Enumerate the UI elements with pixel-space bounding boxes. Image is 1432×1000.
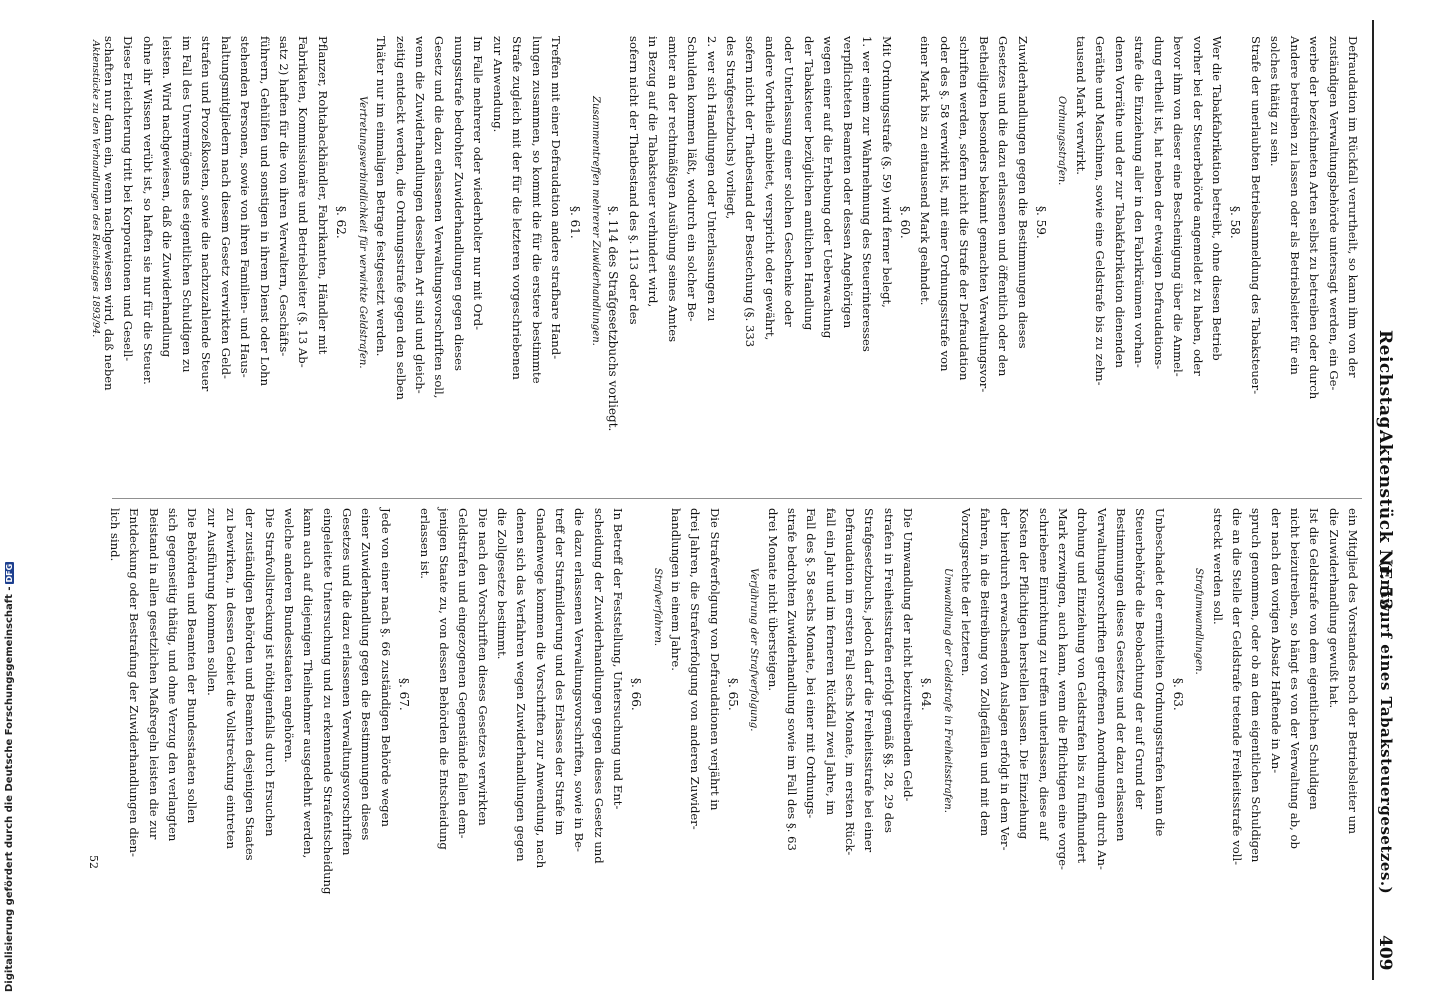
text-line: leisten. Wird nachgewiesen, daß die Zuwiderhandlung	[160, 36, 175, 358]
text-line: nungsstrafe bedrohter Zuwiderhandlungen gegen dieses	[451, 36, 466, 371]
text-line: Gnadenwege kommen die Vorschriften zur Anwendung, nach	[533, 508, 548, 869]
text-line: in Bezug auf die Tabaksteuer verhindert wird,	[646, 36, 661, 308]
header-rule	[1372, 20, 1374, 980]
text-line: Verwaltungsvorschriften getroffenen Anordnungen durch An-	[1094, 508, 1109, 870]
section-subtitle: Strafumwandlungen.	[1193, 568, 1205, 675]
text-line: Vorzugsrechte der letzteren.	[959, 508, 974, 677]
text-line: denen Vorräthe und der zur Tabakfabrikation dienenden	[1112, 36, 1127, 369]
section-heading: §. 59.	[1034, 206, 1048, 239]
text-line: strafe bedrohten Zuwiderhandlung sowie im Fall des §. 63	[785, 508, 800, 851]
text-line: vorher bei der Steuerbehörde angemeldet zu haben, oder	[1190, 36, 1205, 376]
text-line: Defraudation im ersten Fall sechs Monate, im ersten Rück-	[843, 508, 858, 856]
text-line: Die Strafvollstreckung ist nöthigenfalls durch Ersuchen	[262, 508, 277, 837]
text-line: sofern nicht der Thatbestand der Bestechung (§. 333	[743, 36, 758, 348]
text-line: schriebene Einrichtung zu treffen unterlassen, diese auf	[1036, 508, 1051, 840]
text-line: Pflanzer, Rohtabackhändler, Fabrikanten, Händler mit	[315, 36, 330, 355]
text-line: Gesetz und die dazu erlassenen Verwaltungsvorschriften soll,	[432, 36, 447, 399]
text-line: der Tabaksteuer bezüglichen amtlichen Handlung	[801, 36, 816, 331]
text-line: der nach den vorigen Absatz Haftende in An-	[1268, 508, 1283, 774]
text-line: lich sind.	[108, 508, 122, 562]
text-line: welche anderen Bundesstaaten angehören.	[282, 508, 297, 763]
text-line: Betheiligten besonders bekannt gemachten Verwaltungsvor-	[976, 36, 991, 393]
text-line: zu bewirken, in dessen Gebiet die Vollstreckung eintreten	[224, 508, 239, 849]
text-line: drei Jahren, die Strafverfolgung von anderen Zuwider-	[688, 508, 703, 830]
text-line: Beistand in allen gesetzlichen Maßregeln leisten die zur	[146, 508, 161, 840]
text-line: Fabrikaten, Kommissionäre und Betriebsleiter (§. 13 Ab-	[296, 36, 311, 368]
text-line: schriften werden, sofern nicht die Strafe der Defraudation	[957, 36, 972, 381]
dfg-badge: DFG	[5, 563, 14, 583]
text-line: spruch genommen, oder ob an dem eigentlichen Schuldigen	[1249, 508, 1264, 863]
text-line: Strafgesetzbuchs, jedoch darf die Freiheitsstrafe bei einer	[862, 508, 877, 853]
text-line: Gesetzes und die dazu erlassenen und öffentlich oder den	[996, 36, 1011, 377]
text-line: Entdeckung oder Bestrafung der Zuwiderhandlungen dien-	[127, 508, 142, 857]
text-line: strafe die Einziehung aller in den Fabrikräumen vorhan-	[1132, 36, 1147, 368]
text-line: Andere betreiben zu lassen oder als Betriebsleiter für ein	[1287, 36, 1302, 375]
text-line: Im Falle mehrerer oder wiederholter nur mit Ord-	[471, 36, 486, 331]
section-heading: §. 66.	[629, 678, 644, 711]
text-line: haltungsmitgliedern nach diesem Gesetz verwirkten Geld-	[218, 36, 233, 379]
text-line: Mark erzwingen, auch kann, wenn die Pflichtigen eine vorge-	[1055, 508, 1070, 870]
text-line: handlungen in einem Jahre.	[668, 508, 683, 671]
text-line: lungen zusammen, so kommt die für die erstere bestimmte	[529, 36, 544, 384]
text-line: Jede von einer nach §. 66 zuständigen Behörde wegen	[378, 508, 393, 827]
text-line: jenigen Staate zu, von dessen Behörden die Entscheidung	[436, 508, 451, 850]
text-line: drei Monate nicht übersteigen.	[765, 508, 780, 692]
text-line: Treffen mit einer Defraudation andere strafbare Hand-	[549, 36, 564, 360]
text-line: nicht beizutreiben, so hängt es von der Verwaltung ab, ob	[1287, 508, 1302, 849]
text-line: wegen einer auf die Erhebung oder Ueberwachung	[821, 36, 836, 339]
text-line: strafen in Freiheitsstrafen erfolgt gemäß §§. 28, 29 des	[881, 508, 896, 833]
text-line: Bestimmungen dieses Gesetzes und der dazu erlassenen	[1113, 508, 1128, 842]
text-line: einer Mark bis zu eintausend Mark geahndet.	[918, 36, 933, 306]
section-heading: §. 60.	[897, 206, 912, 239]
text-line: tausend Mark verwirkt.	[1073, 36, 1088, 175]
text-line: Defraudation im Rückfall verurtheilt, so kann ihm von der	[1346, 36, 1360, 378]
text-line: streckt werden soll.	[1210, 508, 1225, 625]
text-line: ein Mitglied des Vorstandes noch der Betriebsleiter um	[1346, 508, 1360, 835]
text-line: Kosten der Pflichtigen herstellen lassen. Die Einziehung	[1017, 508, 1032, 840]
text-line: fall ein Jahr und im ferneren Rückfall zwei Jahre, im	[823, 508, 838, 816]
section-subtitle: Strafverfahren.	[651, 568, 663, 647]
text-line: schaften nur dann ein, wenn nachgewiesen wird, daß neben	[102, 36, 116, 391]
text-line: des Strafgesetzbuchs) vorliegt,	[724, 36, 738, 220]
section-heading: §. 67.	[397, 678, 412, 711]
text-line: Die Behörden und Beamten der Bundesstaaten sollen	[185, 508, 200, 824]
text-line: 2. wer sich Handlungen oder Unterlassungen zu	[704, 36, 719, 322]
text-line: Wer die Tabakfabrikation betreibt, ohne diesen Betrieb	[1209, 36, 1224, 361]
text-line: fahren, in die Beitreibung von Zollgefällen und mit dem	[978, 508, 993, 837]
text-line: zeitig entdeckt werden, die Ordnungsstrafe gegen den selben	[393, 36, 408, 400]
text-line: Die Strafverfolgung von Defraudationen verjährt in	[707, 508, 722, 811]
text-line: der zuständigen Behörden und Beamten desjenigen Staates	[243, 508, 258, 861]
page-number: 409	[1375, 935, 1395, 971]
section-subtitle: Verjährung der Strafverfolgung.	[748, 568, 760, 732]
text-line: dung ertheilt ist, hat neben der etwaigen Defraudations-	[1151, 36, 1166, 370]
text-line: Geldstrafen und eingezogenen Gegenstände fallen dem-	[456, 508, 471, 839]
text-line: bevor ihm von dieser eine Bescheinigung über die Anmel-	[1171, 36, 1186, 377]
text-line: 1. wer einem zur Wahrnehmung des Steuerinteresses	[860, 36, 875, 352]
text-line: verpflichteten Beamten oder dessen Angehörigen	[840, 36, 855, 329]
text-line: kann auch auf diejenigen Theilnehmer ausgedehnt werden,	[301, 508, 316, 859]
text-line: solches thätig zu sein.	[1268, 36, 1283, 167]
section-heading: §. 63.	[1170, 678, 1185, 711]
text-line: wenn die Zuwiderhandlungen desselben Art sind und gleich-	[413, 36, 427, 394]
text-line: treff der Strafmilderung und des Erlasses der Strafe im	[552, 508, 567, 836]
text-line: die dazu erlassenen Verwaltungsvorschriften, sowie in Be-	[572, 508, 587, 852]
section-subtitle: Umwandlung der Geldstrafe in Freiheitsstrafen.	[941, 568, 953, 813]
text-line: Strafe zugleich mit der für die letzteren vorgeschriebenen	[510, 36, 525, 380]
text-line: sich gegenseitig thätig, und ohne Verzug den verlangten	[166, 508, 181, 842]
footer-note: Aktenstücke zu den Verhandlungen des Reichstages 1893/94.	[90, 40, 101, 338]
text-line: Thäter nur im einmaligen Betrage festgesetzt werden.	[374, 36, 389, 357]
text-line: Schulden kommen läßt, wodurch ein solcher Be-	[685, 36, 700, 322]
text-line: zur Anwendung.	[490, 36, 505, 133]
text-line: Ist die Geldstrafe von dem eigentlichen Schuldigen	[1307, 508, 1322, 810]
text-line: der hierdurch erwachsenden Auslagen erfolgt in dem Ver-	[997, 508, 1012, 851]
text-line: drohung und Einziehung von Geldstrafen bis zu fünfhundert	[1075, 508, 1090, 864]
running-header-title: Reichstag.	[1375, 330, 1395, 436]
text-line: erlassen ist.	[417, 508, 432, 579]
dfg-sidebar-text: Digitalisierung gefördert durch die Deutsche Forschungsgemeinschaft -	[4, 586, 15, 992]
text-line: oder Unterlassung einer solchen Geschenke oder	[782, 36, 797, 327]
text-line: amter an der rechtmäßigen Ausübung seines Amtes	[665, 36, 680, 343]
text-line: Zuwiderhandlungen gegen die Bestimmungen dieses	[1015, 36, 1030, 349]
text-line: ohne ihr Wissen verübt ist, so haften sie nur für die Steuer.	[140, 36, 155, 385]
text-line: satz 2) haften für die von ihren Verwaltern, Geschäfts-	[276, 36, 291, 357]
text-line: andere Vortheile anbietet, verspricht oder gewährt,	[762, 36, 777, 341]
text-line: Die Umwandlung der nicht beizutreibenden Geld-	[901, 508, 916, 802]
text-line: im Fall des Unvermögens des eigentlichen Schuldigen zu	[179, 36, 194, 373]
text-line: Die nach den Vorschriften dieses Gesetzes verwirkten	[475, 508, 490, 826]
text-line: Fall des §. 58 sechs Monate, bei einer mit Ordnungs-	[804, 508, 819, 819]
text-line: oder des §. 58 verwirkt ist, mit einer Ordnungsstrafe von	[937, 36, 952, 372]
text-line: strafen und Prozeßkosten, sowie die nachzuzahlende Steuer	[199, 36, 214, 392]
running-header-subtitle: Aktenstück Nr. 53.	[1375, 430, 1395, 618]
text-line: die an die Stelle der Geldstrafe tretende Freiheitsstrafe voll-	[1229, 508, 1244, 866]
text-line: sofern nicht der Thatbestand des §. 113 oder des	[626, 36, 641, 325]
text-line: zuständigen Verwaltungsbehörde untersagt werden, ein Ge-	[1326, 36, 1341, 391]
column-divider	[112, 498, 1362, 499]
text-line: führern, Gehülfen und sonstigen in ihrem Dienst oder Lohn	[257, 36, 272, 387]
section-subtitle: Zusammentreffen mehrerer Zuwiderhandlungen.	[589, 96, 601, 346]
section-subtitle: Vertretungsverbindlichkeit für verwirkte Geldstrafen.	[356, 96, 368, 369]
text-line: Steuerbehörde die Beobachtung der auf Grund der	[1133, 508, 1148, 810]
text-line: Geräthe und Maschinen, sowie eine Geldstrafe bis zu zehn-	[1093, 36, 1108, 386]
text-line: die Zuwiderhandlung gewußt hat.	[1326, 508, 1341, 709]
sheet-signature: 52	[87, 855, 100, 869]
text-line: denen sich das Verfahren wegen Zuwiderhandlungen gegen	[514, 508, 529, 862]
text-line: Strafe der unerlaubten Betriebsanmeldung des Tabaksteuer-	[1248, 36, 1263, 395]
section-heading: §. 58.	[1228, 206, 1243, 239]
text-line: Diese Erleichterung tritt bei Korporationen und Gesell-	[121, 36, 136, 362]
text-line: Unbeschadet der ermittelten Ordnungsstrafen kann die	[1152, 508, 1167, 837]
running-header-draft: (Entwurf eines Tabaksteuergesetzes.)	[1377, 560, 1395, 895]
text-line: eingeleitete Untersuchung und zu erkennende Strafentscheidung	[320, 508, 335, 895]
section-subtitle: Ordnungsstrafen.	[1056, 96, 1068, 186]
section-heading: §. 114 des Strafgesetzbuchs vorliegt.	[606, 206, 621, 432]
text-line: Mit Ordnungsstrafe (§. 59) wird ferner belegt,	[879, 36, 894, 308]
text-line: stehenden Personen, sowie von ihren Familien- und Haus-	[238, 36, 253, 378]
dfg-sidebar	[4, 562, 15, 992]
text-line: Gesetzes und die dazu erlassenen Verwaltungsvorschriften	[340, 508, 355, 856]
text-line: scheidung der Zuwiderhandlungen gegen dieses Gesetz und	[591, 508, 606, 864]
text-line: die Zollgesetze bestimmt.	[494, 508, 509, 660]
text-line: werbe der bezeichneten Arten selbst zu betreiben oder durch	[1307, 36, 1322, 400]
section-heading: §. 62.	[334, 206, 349, 239]
section-heading: §. 64.	[919, 678, 934, 711]
section-heading: §. 65.	[726, 678, 740, 711]
text-line: einer Zuwiderhandlung gegen die Bestimmungen dieses	[359, 508, 374, 841]
text-line: In Betreff der Feststellung, Untersuchung und Ent-	[610, 508, 625, 810]
section-heading: §. 61.	[567, 206, 582, 239]
text-line: zur Ausführung kommen sollen.	[204, 508, 219, 696]
